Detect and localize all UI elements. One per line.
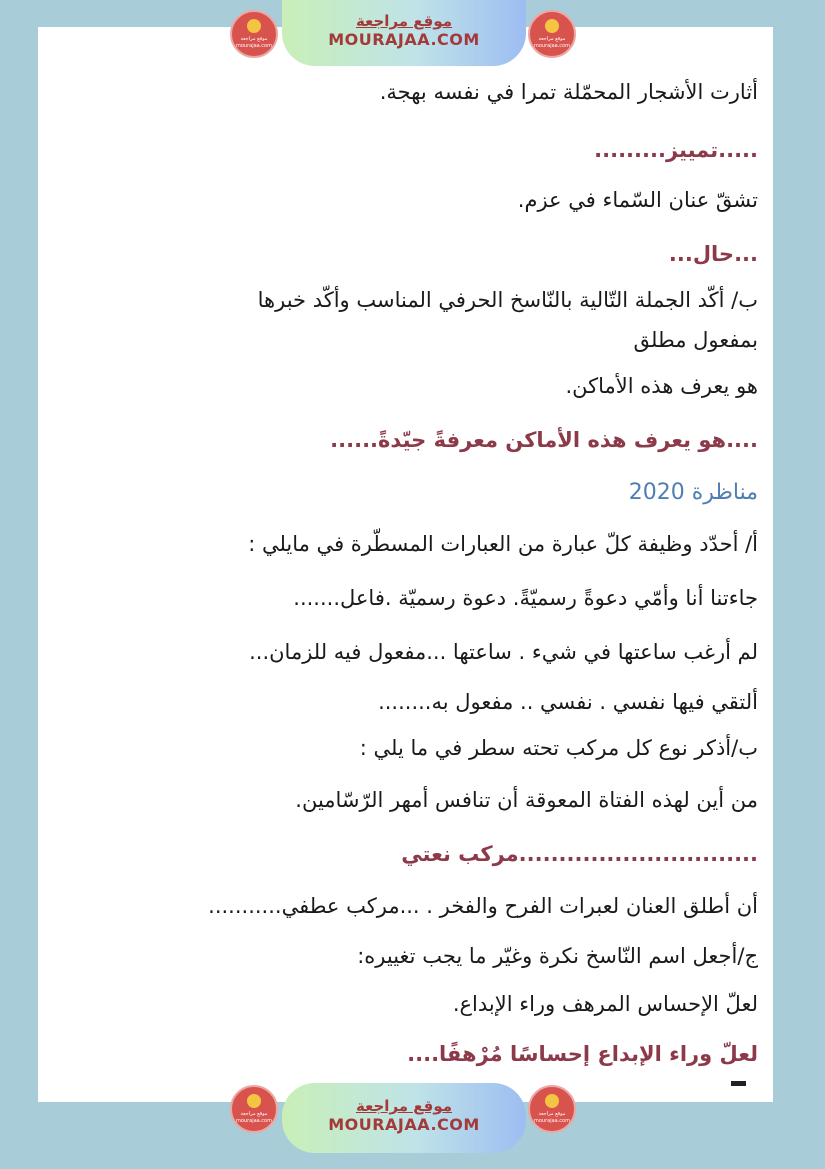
site-banner-top[interactable] xyxy=(282,0,526,66)
logo-text: mourajaa.com xyxy=(533,43,570,49)
sentence: أثارت الأشجار المحمّلة تمرا في نفسه بهجة. xyxy=(379,80,758,104)
scan-mark xyxy=(731,1081,746,1086)
question: ب/أذكر نوع كل مركب تحته سطر في ما يلي : xyxy=(359,736,758,760)
question: بمفعول مطلق xyxy=(633,328,758,352)
site-logo-icon xyxy=(230,1085,278,1133)
logo-text: موقع مراجعة xyxy=(240,1111,268,1117)
answer-line: أن أطلق العنان لعبرات الفرح والفخر . ...مركب عطفي........... xyxy=(208,894,758,918)
answer-line: ..............................مركب نعتي xyxy=(401,842,758,866)
section-heading: مناظرة 2020 xyxy=(628,480,758,505)
sentence: لعلّ الإحساس المرهف وراء الإبداع. xyxy=(452,992,758,1016)
logo-text: موقع مراجعة xyxy=(538,36,566,42)
answer-line: لم أرغب ساعتها في شيء . ساعتها ...مفعول فيه للزمان... xyxy=(249,640,758,664)
site-name-arabic[interactable]: موقع مراجعة xyxy=(355,12,453,30)
logo-text: mourajaa.com xyxy=(235,43,272,49)
sentence: من أين لهذه الفتاة المعوقة أن تنافس أمهر الرّسّامين. xyxy=(295,788,758,812)
site-logo-icon xyxy=(528,1085,576,1133)
answer-line: .....تمييز......... xyxy=(594,138,758,162)
site-logo-icon xyxy=(528,10,576,58)
site-banner-bottom[interactable] xyxy=(282,1083,526,1153)
logo-text: موقع مراجعة xyxy=(240,36,268,42)
sentence: تشقّ عنان السّماء في عزم. xyxy=(517,188,758,212)
site-logo-icon xyxy=(230,10,278,58)
logo-text: mourajaa.com xyxy=(533,1118,570,1124)
question: ج/أجعل اسم النّاسخ نكرة وغيّر ما يجب تغييره: xyxy=(357,944,758,968)
sentence: هو يعرف هذه الأماكن. xyxy=(565,374,758,398)
answer-line: ألتقي فيها نفسي . نفسي .. مفعول به........ xyxy=(378,690,758,714)
site-name-english[interactable]: MOURAJAA.COM xyxy=(328,1115,480,1134)
logo-text: mourajaa.com xyxy=(235,1118,272,1124)
answer-line: ...حال... xyxy=(668,242,758,266)
answer-line: ....هو يعرف هذه الأماكن معرفةً جيّدةً...... xyxy=(330,428,758,452)
question: ب/ أكّد الجملة التّالية بالنّاسخ الحرفي المناسب وأكّد خبرها xyxy=(257,288,758,312)
site-name-english[interactable]: MOURAJAA.COM xyxy=(328,30,480,49)
site-name-arabic[interactable]: موقع مراجعة xyxy=(355,1097,453,1115)
answer-line: جاءتنا أنا وأمّي دعوةً رسميّةً. دعوة رسميّة .فاعل....... xyxy=(293,586,758,610)
logo-text: موقع مراجعة xyxy=(538,1111,566,1117)
question: أ/ أحدّد وظيفة كلّ عبارة من العبارات المسطّرة في مايلي : xyxy=(248,532,758,556)
answer-line: لعلّ وراء الإبداع إحساسًا مُرْهفًا.... xyxy=(407,1042,758,1066)
